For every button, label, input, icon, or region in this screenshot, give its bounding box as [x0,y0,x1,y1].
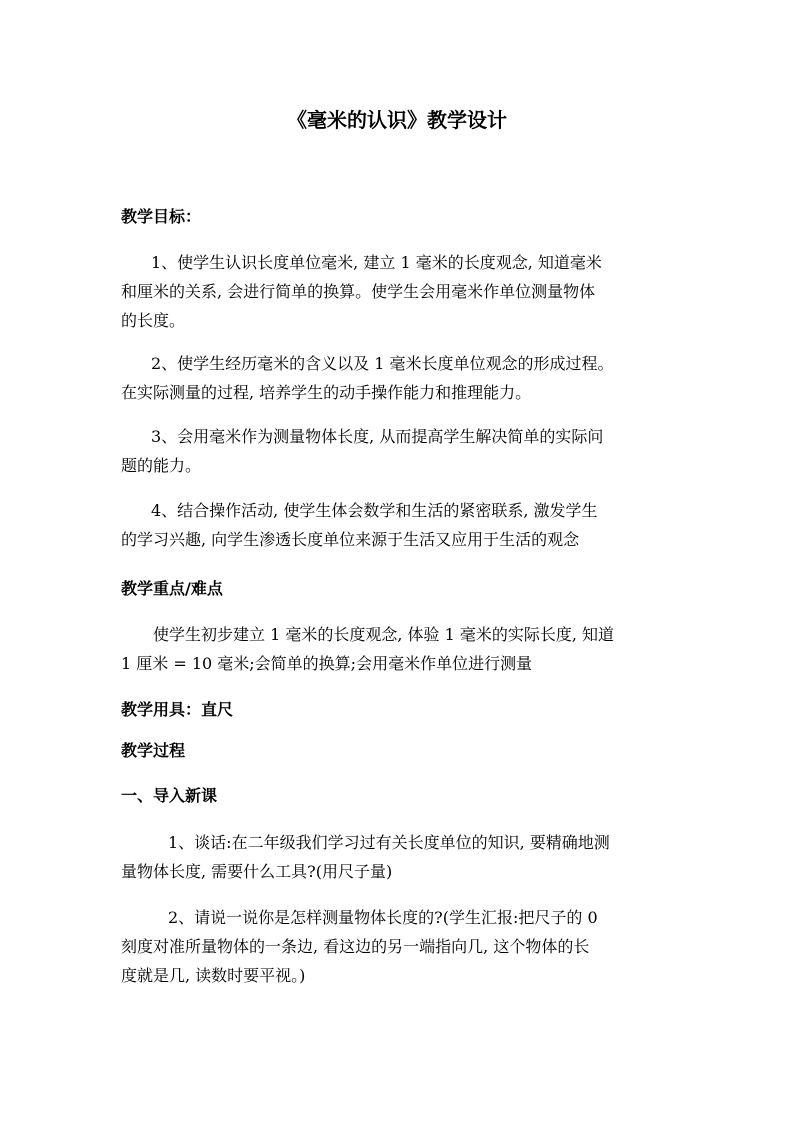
text-line: 的长度。 [121,311,186,330]
document-title: 《毫米的认识》教学设计 [287,108,507,132]
text-line: 量物体长度, 需要什么工具?(用尺子量) [121,862,393,881]
tools-heading: 教学用具：直尺 [121,700,234,719]
goal-paragraph-3 [121,422,691,480]
text-line: 2、使学生经历毫米的含义以及 1 毫米长度单位观念的形成过程。 [151,354,614,373]
text-line: 1、谈话:在二年级我们学习过有关长度单位的知识, 要精确地测 [168,833,610,852]
goals-heading: 教学目标： [121,207,202,226]
text-line: 度就是几, 读数时要平视。) [121,966,306,985]
intro-paragraph-2 [121,903,691,990]
goal-paragraph-2 [121,349,691,407]
text-line: 1 厘米 = 10 毫米;会简单的换算;会用毫米作单位进行测量 [121,654,533,673]
text-line: 在实际测量的过程, 培养学生的动手操作能力和推理能力。 [121,383,532,402]
text-line: 1、使学生认识长度单位毫米, 建立 1 毫米的长度观念, 知道毫米 [151,253,602,272]
intro-paragraph-1 [121,828,691,886]
text-line: 2、请说一说你是怎样测量物体长度的?(学生汇报:把尺子的 0 [168,908,598,927]
goal-paragraph-4 [121,496,691,554]
text-line: 3、会用毫米作为测量物体长度, 从而提高学生解决简单的实际问 [151,427,604,446]
text-line: 4、结合操作活动, 使学生体会数学和生活的紧密联系, 激发学生 [151,501,598,520]
key-points-paragraph [121,620,691,678]
goal-paragraph-1 [121,248,691,335]
process-heading: 教学过程 [121,741,186,760]
intro-heading: 一、导入新课 [121,786,218,805]
text-line: 使学生初步建立 1 毫米的长度观念, 体验 1 毫米的实际长度, 知道 [153,625,615,644]
key-points-heading: 教学重点/难点 [121,579,223,598]
text-line: 刻度对准所量物体的一条边, 看这边的另一端指向几, 这个物体的长 [121,937,590,956]
text-line: 题的能力。 [121,456,202,475]
text-line: 的学习兴趣, 向学生渗透长度单位来源于生活又应用于生活的观念 [121,530,580,549]
text-line: 和厘米的关系, 会进行简单的换算。使学生会用毫米作单位测量物体 [121,282,596,301]
